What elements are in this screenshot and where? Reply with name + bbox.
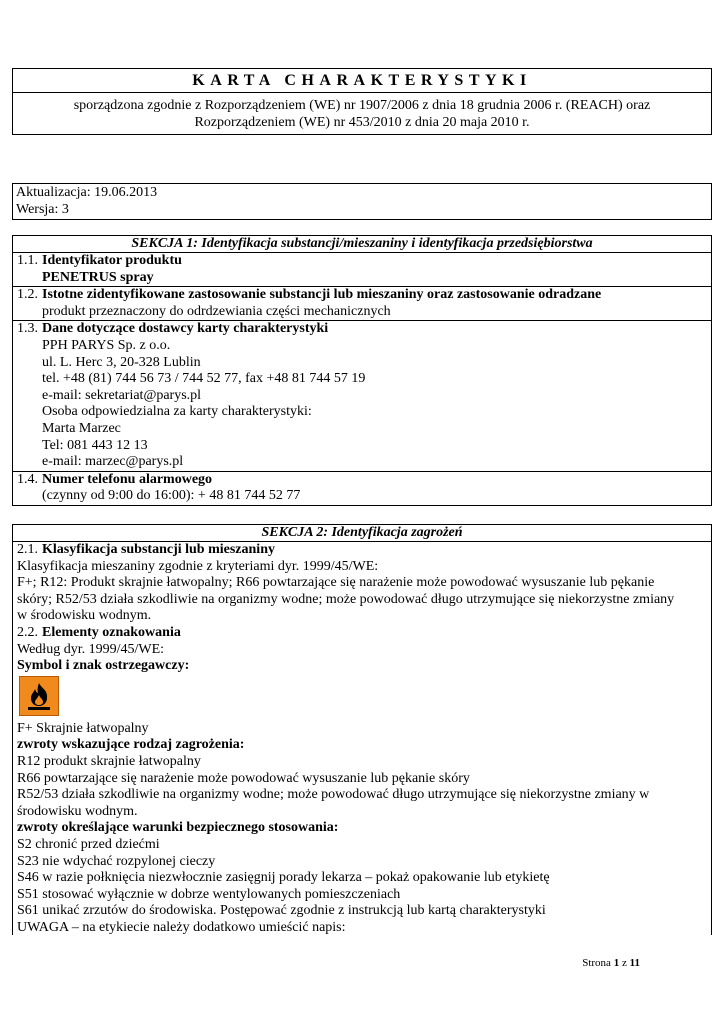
document-subtitle [13,92,711,134]
subsection-title: Identyfikator produktu [42,253,182,268]
safety-line: S46 w razie połknięcia niezwłocznie zasięgnij porady lekarza – pokaż opakowanie lub etykietę [17,870,550,886]
subsection-1-1 [13,252,711,286]
document-header [12,68,712,135]
version: Wersja: 3 [16,201,69,217]
subsection-2-1 [13,541,711,936]
safety-line: S2 chronić przed dziećmi [17,836,160,852]
subsection-number: 1.2. [17,287,38,303]
document-title: KARTA CHARAKTERYSTYKI [192,72,532,89]
hazard-line: R66 powtarzające się narażenie może powodować wysuszanie lub pękanie skóry [17,770,470,786]
supplier-line: ul. L. Herc 3, 20-328 Lublin [42,354,201,370]
subsection-number: 2.1. [17,542,38,557]
page-number: 1 [613,957,620,969]
hazard-line: R12 produkt skrajnie łatwopalny [17,753,201,769]
safety-line: S61 unikać zrzutów do środowiska. Postępować zgodnie z instrukcją lub kartą charakterystyki [17,903,546,919]
section-2 [12,524,712,935]
hazard-line: środowisku wodnym. [17,803,138,819]
emergency-phone: (czynny od 9:00 do 16:00): + 48 81 744 52 77 [42,488,301,504]
flammable-hazard-icon [19,676,59,716]
subsection-title: Elementy oznakowania [42,624,181,640]
subsection-title: Numer telefonu alarmowego [42,471,213,487]
supplier-line: tel. +48 (81) 744 56 73 / 744 52 77, fax +48 81 744 57 19 [42,371,366,387]
section-1 [12,235,712,506]
safety-line: UWAGA – na etykiecie należy dodatkowo umieścić napis: [17,919,346,935]
supplier-line: PPH PARYS Sp. z o.o. [42,337,171,353]
subsection-title: Klasyfikacja substancji lub mieszaniny [42,542,275,557]
footer-separator: z [619,957,630,969]
section-1-heading: SEKCJA 1: Identyfikacja substancji/mieszaniny i identyfikacja przedsiębiorstwa [131,236,593,251]
supplier-line: Marta Marzec [42,420,121,436]
footer-prefix: Strona [582,957,614,969]
safety-heading: zwroty określające warunki bezpiecznego stosowania: [17,820,339,836]
subsection-1-2 [13,286,711,320]
page-footer [582,955,640,972]
supplier-line: e-mail: marzec@parys.pl [42,454,184,470]
intended-use: produkt przeznaczony do odrdzewiania części mechanicznych [42,303,391,319]
section-2-heading: SEKCJA 2: Identyfikacja zagrożeń [261,525,463,540]
subsection-1-3 [13,320,711,470]
safety-line: S23 nie wdychać rozpylonej cieczy [17,853,216,869]
subtitle-line: sporządzona zgodnie z Rozporządzeniem (WE) nr 1907/2006 z dnia 18 grudnia 2006 r. (REACH) oraz [73,98,651,113]
classification-line: Klasyfikacja mieszaniny zgodnie z kryteriami dyr. 1999/45/WE: [17,558,379,574]
subtitle-line: Rozporządzeniem (WE) nr 453/2010 z dnia 20 maja 2010 r. [194,115,530,130]
subsection-1-4 [13,471,711,505]
update-date: Aktualizacja: 19.06.2013 [16,185,158,200]
subsection-number: 2.2. [17,624,38,640]
symbol-caption: F+ Skrajnie łatwopalny [17,720,149,736]
symbol-heading: Symbol i znak ostrzegawczy: [17,658,190,674]
classification-line: F+; R12: Produkt skrajnie łatwopalny; R66 powtarzające się narażenie może powodować wysuszanie lub pękanie [17,575,655,591]
subsection-title: Istotne zidentyfikowane zastosowanie substancji lub mieszaniny oraz zastosowanie odradzane [42,287,602,303]
classification-line: w środowisku wodnym. [17,608,152,624]
subsection-number: 1.1. [17,253,38,268]
supplier-line: e-mail: sekretariat@parys.pl [42,387,202,403]
page-total: 11 [629,957,640,969]
subsection-title: Dane dotyczące dostawcy karty charakterystyki [42,321,329,337]
safety-line: S51 stosować wyłącznie w dobrze wentylowanych pomieszczeniach [17,886,401,902]
hazard-line: R52/53 działa szkodliwie na organizmy wodne; może powodować długo utrzymujące się niekorzystne zmiany w [17,787,650,803]
product-name: PENETRUS spray [42,269,154,285]
supplier-line: Tel: 081 443 12 13 [42,437,148,453]
subsection-number: 1.4. [17,471,38,487]
subsection-number: 1.3. [17,321,38,337]
directive-line: Według dyr. 1999/45/WE: [17,641,165,657]
hazard-heading: zwroty wskazujące rodzaj zagrożenia: [17,737,245,753]
supplier-line: Osoba odpowiedzialna za karty charakterystyki: [42,404,312,420]
classification-line: skóry; R52/53 działa szkodliwie na organizmy wodne; może powodować długo utrzymujące się niekorzystne zmiany [17,591,675,607]
update-box [12,183,712,220]
